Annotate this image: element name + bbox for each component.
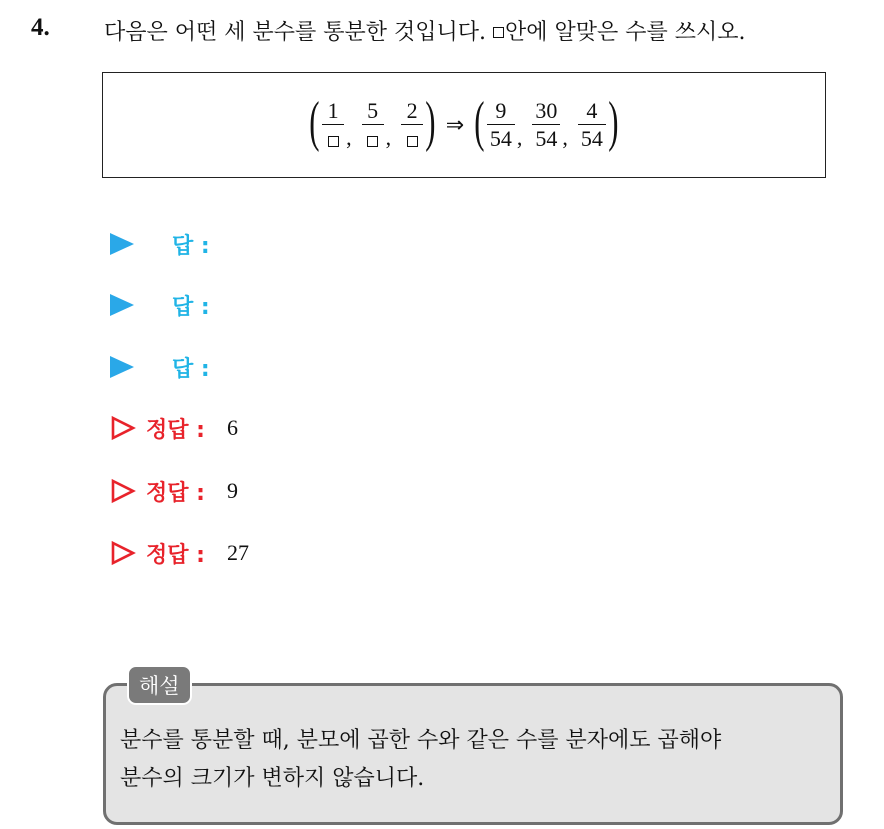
answer-label: 답 : bbox=[172, 294, 210, 320]
answer-label: 답 : bbox=[172, 233, 210, 259]
left-fraction-3-blank bbox=[401, 124, 423, 151]
correct-answer-label: 정답 : bbox=[146, 480, 205, 506]
correct-answer-value: 9 bbox=[226, 478, 238, 503]
correct-answer-label: 정답 : bbox=[146, 542, 205, 568]
play-triangle-icon bbox=[110, 356, 134, 378]
play-triangle-icon bbox=[110, 233, 134, 255]
right-fraction-3-numerator: 4 bbox=[586, 97, 598, 123]
right-paren: ( bbox=[474, 91, 485, 153]
blank-box-icon bbox=[367, 136, 378, 147]
outline-triangle-icon bbox=[110, 540, 136, 566]
correct-answer-row bbox=[110, 413, 238, 443]
explanation-text bbox=[120, 722, 830, 798]
answer-row bbox=[110, 290, 210, 320]
question-text bbox=[104, 15, 746, 46]
left-paren: ( bbox=[309, 91, 320, 153]
implies-arrow: ⇒ bbox=[445, 112, 465, 137]
answer-row bbox=[110, 352, 210, 382]
left-fraction-1 bbox=[322, 99, 344, 151]
formula: ( 1 , 5 , 2 ) ⇒ ( $\frac{9}{54}$ , $\frac{30}{54}$ , $\frac{4}{54}$ ) bbox=[309, 91, 619, 153]
answer-label: 답 : bbox=[172, 356, 210, 382]
left-fraction-2-numerator: 5 bbox=[367, 97, 379, 123]
question-number: 4. bbox=[31, 14, 50, 41]
right-fraction-2-denominator: 54 bbox=[532, 124, 560, 151]
right-fraction-1-numerator: 9 bbox=[495, 97, 507, 123]
question-text-part2: 안에 알맞은 수를 쓰시오. bbox=[505, 20, 746, 45]
blank-box-icon bbox=[493, 27, 504, 38]
play-triangle-icon bbox=[110, 294, 134, 316]
explanation-tag: 해설 bbox=[127, 665, 192, 705]
blank-box-icon bbox=[407, 136, 418, 147]
right-paren-close: ) bbox=[608, 91, 619, 153]
right-fraction-3 bbox=[578, 99, 606, 151]
left-fraction-1-blank bbox=[322, 124, 344, 151]
right-fraction-1 bbox=[487, 99, 515, 151]
left-paren-close: ) bbox=[425, 91, 436, 153]
explanation-line-1: 분수를 통분할 때, 분모에 곱한 수와 같은 수를 분자에도 곱해야 bbox=[120, 728, 722, 753]
right-fraction-2-numerator: 30 bbox=[535, 97, 558, 123]
left-fraction-2 bbox=[362, 99, 384, 151]
outline-triangle-icon bbox=[110, 478, 136, 504]
explanation-line-2: 분수의 크기가 변하지 않습니다. bbox=[120, 766, 425, 791]
outline-triangle-icon bbox=[110, 415, 136, 441]
correct-answer-value: 6 bbox=[226, 415, 238, 440]
blank-box-icon bbox=[328, 136, 339, 147]
left-fraction-3-numerator: 2 bbox=[406, 97, 418, 123]
left-fraction-1-numerator: 1 bbox=[327, 97, 339, 123]
correct-answer-value: 27 bbox=[226, 540, 249, 565]
right-fraction-1-denominator: 54 bbox=[487, 124, 515, 151]
left-fraction-3 bbox=[401, 99, 423, 151]
correct-answer-label: 정답 : bbox=[146, 417, 205, 443]
correct-answer-row bbox=[110, 476, 238, 506]
answer-row bbox=[110, 229, 210, 259]
right-fraction-2 bbox=[532, 99, 560, 151]
formula-box bbox=[102, 72, 826, 178]
correct-answer-row bbox=[110, 538, 249, 568]
left-fraction-2-blank bbox=[362, 124, 384, 151]
question-text-part1: 다음은 어떤 세 분수를 통분한 것입니다. bbox=[104, 20, 486, 45]
right-fraction-3-denominator: 54 bbox=[578, 124, 606, 151]
